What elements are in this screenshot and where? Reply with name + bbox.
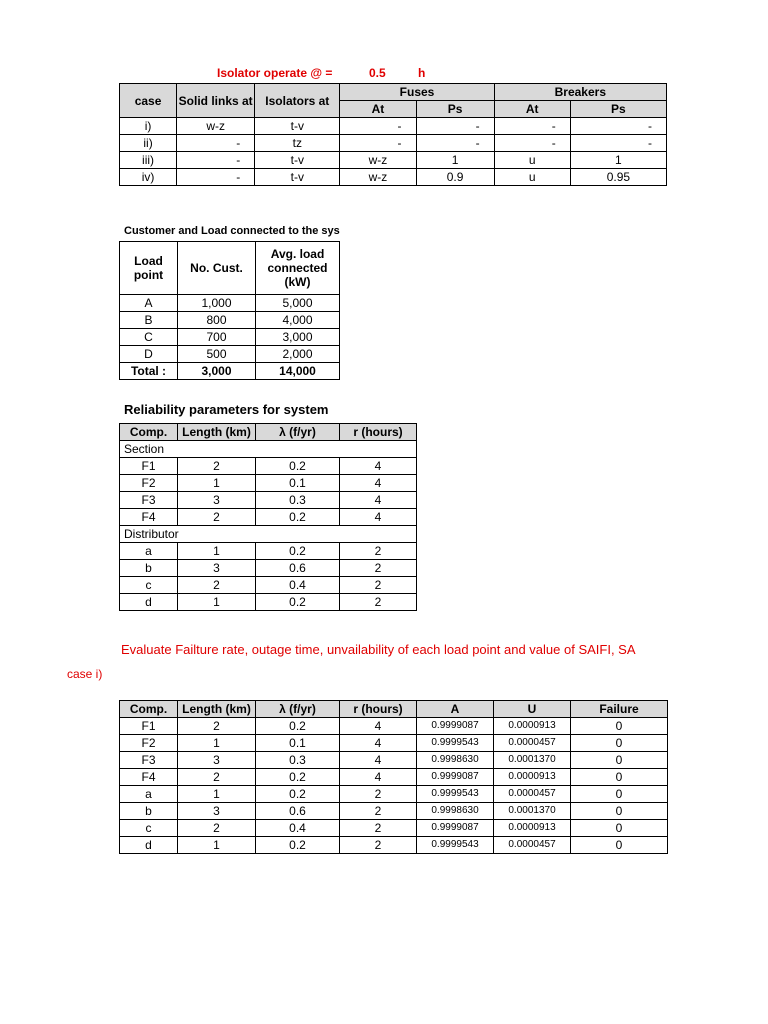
total-load: 14,000: [256, 363, 340, 380]
length-cell: 2: [178, 820, 256, 837]
breaker-at-cell: u: [494, 152, 570, 169]
table-row: [120, 769, 668, 786]
solid-cell: -: [177, 169, 255, 186]
failure-cell: 0: [571, 769, 668, 786]
header-a: A: [417, 701, 494, 718]
header-fuses-at: At: [340, 101, 416, 118]
table-row: [120, 577, 417, 594]
table-row: [120, 295, 340, 312]
length-cell: 2: [178, 458, 256, 475]
table-row: [120, 312, 340, 329]
comp-cell: F4: [120, 509, 178, 526]
a-cell: 0.9999543: [417, 837, 494, 854]
isolator-value: 0.5: [369, 66, 386, 80]
comp-cell: F3: [120, 752, 178, 769]
evaluate-instruction: Evaluate Failture rate, outage time, unvailability of each load point and value of SAIFI, SA: [121, 642, 636, 657]
length-cell: 1: [178, 786, 256, 803]
header-avg-load-line1: Avg. load: [270, 247, 325, 261]
r-cell: 4: [340, 492, 417, 509]
header-solid-links: Solid links at: [177, 84, 255, 118]
lambda-cell: 0.4: [256, 820, 340, 837]
table-row: [120, 735, 668, 752]
r-cell: 4: [340, 475, 417, 492]
table-row: [120, 329, 340, 346]
a-cell: 0.9999087: [417, 820, 494, 837]
header-avg-load: [256, 242, 340, 295]
table-row: [120, 837, 668, 854]
comp-cell: F4: [120, 769, 178, 786]
lambda-cell: 0.2: [256, 458, 340, 475]
comp-cell: c: [120, 577, 178, 594]
failure-cell: 0: [571, 837, 668, 854]
table-row: [120, 543, 417, 560]
comp-cell: F2: [120, 475, 178, 492]
header-fuses-ps: Ps: [416, 101, 494, 118]
table-row: [120, 594, 417, 611]
lambda-cell: 0.2: [256, 786, 340, 803]
length-cell: 3: [178, 560, 256, 577]
table-row: [120, 346, 340, 363]
lambda-cell: 0.2: [256, 769, 340, 786]
breaker-at-cell: -: [494, 118, 570, 135]
fuse-at-cell: w-z: [340, 152, 416, 169]
a-cell: 0.9999087: [417, 718, 494, 735]
comp-cell: a: [120, 786, 178, 803]
length-cell: 1: [178, 543, 256, 560]
failure-cell: 0: [571, 820, 668, 837]
load-cell: 2,000: [256, 346, 340, 363]
length-cell: 1: [178, 594, 256, 611]
header-avg-load-line3: (kW): [284, 275, 311, 289]
u-cell: 0.0000457: [494, 786, 571, 803]
load-cell: 4,000: [256, 312, 340, 329]
comp-cell: b: [120, 803, 178, 820]
cust-cell: 800: [178, 312, 256, 329]
r-cell: 4: [340, 458, 417, 475]
failure-cell: 0: [571, 803, 668, 820]
header-r: r (hours): [340, 701, 417, 718]
r-cell: 2: [340, 594, 417, 611]
header-u: U: [494, 701, 571, 718]
length-cell: 3: [178, 803, 256, 820]
table-row: [120, 752, 668, 769]
failure-cell: 0: [571, 786, 668, 803]
header-breakers: Breakers: [494, 84, 666, 101]
fuse-ps-cell: -: [416, 118, 494, 135]
header-fuses: Fuses: [340, 84, 494, 101]
lambda-cell: 0.6: [256, 560, 340, 577]
header-case: case: [120, 84, 177, 118]
lambda-cell: 0.2: [256, 543, 340, 560]
r-cell: 2: [340, 786, 417, 803]
comp-cell: b: [120, 560, 178, 577]
header-length: Length (km): [178, 424, 256, 441]
breaker-ps-cell: -: [570, 135, 666, 152]
total-cust: 3,000: [178, 363, 256, 380]
isolator-cell: t-v: [255, 118, 340, 135]
r-cell: 2: [340, 577, 417, 594]
fuse-at-cell: -: [340, 118, 416, 135]
comp-cell: F2: [120, 735, 178, 752]
isolator-cell: tz: [255, 135, 340, 152]
breaker-at-cell: -: [494, 135, 570, 152]
u-cell: 0.0000913: [494, 820, 571, 837]
header-failure: Failure: [571, 701, 668, 718]
r-cell: 4: [340, 718, 417, 735]
customer-table-caption: Customer and Load connected to the sys: [124, 225, 340, 237]
u-cell: 0.0000913: [494, 718, 571, 735]
length-cell: 2: [178, 577, 256, 594]
length-cell: 2: [178, 718, 256, 735]
table-row: [120, 718, 668, 735]
load-point-cell: A: [120, 295, 178, 312]
lambda-cell: 0.6: [256, 803, 340, 820]
breaker-ps-cell: 1: [570, 152, 666, 169]
r-cell: 4: [340, 509, 417, 526]
length-cell: 1: [178, 837, 256, 854]
header-lambda: λ (f/yr): [256, 701, 340, 718]
table-row: [120, 560, 417, 577]
table-row: [120, 509, 417, 526]
lambda-cell: 0.2: [256, 718, 340, 735]
header-avg-load-line2: connected: [267, 261, 328, 275]
isolator-label: Isolator operate @ =: [217, 66, 333, 80]
lambda-cell: 0.2: [256, 837, 340, 854]
header-length: Length (km): [178, 701, 256, 718]
header-no-cust: No. Cust.: [178, 242, 256, 295]
isolator-cell: t-v: [255, 152, 340, 169]
a-cell: 0.9999543: [417, 786, 494, 803]
u-cell: 0.0001370: [494, 752, 571, 769]
comp-cell: c: [120, 820, 178, 837]
u-cell: 0.0000457: [494, 735, 571, 752]
header-r: r (hours): [340, 424, 417, 441]
lambda-cell: 0.2: [256, 509, 340, 526]
reliability-table-caption: Reliability parameters for system: [124, 402, 329, 417]
lambda-cell: 0.3: [256, 752, 340, 769]
header-load-point-line1: Load: [134, 254, 163, 268]
load-cell: 3,000: [256, 329, 340, 346]
table-row: [120, 492, 417, 509]
header-load-point-line2: point: [133, 268, 164, 282]
comp-cell: F3: [120, 492, 178, 509]
a-cell: 0.9999543: [417, 735, 494, 752]
comp-cell: F1: [120, 718, 178, 735]
r-cell: 4: [340, 735, 417, 752]
total-row: [120, 363, 340, 380]
r-cell: 4: [340, 769, 417, 786]
reliability-table: [119, 423, 417, 611]
cust-cell: 1,000: [178, 295, 256, 312]
section-label: Section: [120, 441, 417, 458]
lambda-cell: 0.3: [256, 492, 340, 509]
lambda-cell: 0.2: [256, 594, 340, 611]
fuse-ps-cell: -: [416, 135, 494, 152]
total-label: Total :: [120, 363, 178, 380]
table-row: [120, 786, 668, 803]
length-cell: 2: [178, 769, 256, 786]
cust-cell: 500: [178, 346, 256, 363]
a-cell: 0.9998630: [417, 803, 494, 820]
r-cell: 2: [340, 560, 417, 577]
r-cell: 2: [340, 803, 417, 820]
fuse-ps-cell: 1: [416, 152, 494, 169]
breaker-ps-cell: 0.95: [570, 169, 666, 186]
load-cell: 5,000: [256, 295, 340, 312]
failure-cell: 0: [571, 735, 668, 752]
header-isolators: Isolators at: [255, 84, 340, 118]
header-comp: Comp.: [120, 424, 178, 441]
length-cell: 1: [178, 735, 256, 752]
table-row: [120, 118, 667, 135]
case-cell: i): [120, 118, 177, 135]
case-cell: iv): [120, 169, 177, 186]
fuse-at-cell: -: [340, 135, 416, 152]
header-breakers-ps: Ps: [570, 101, 666, 118]
length-cell: 3: [178, 492, 256, 509]
lambda-cell: 0.1: [256, 475, 340, 492]
u-cell: 0.0001370: [494, 803, 571, 820]
isolator-unit: h: [418, 66, 426, 80]
u-cell: 0.0000457: [494, 837, 571, 854]
case-cell: iii): [120, 152, 177, 169]
comp-cell: a: [120, 543, 178, 560]
solid-cell: -: [177, 135, 255, 152]
length-cell: 2: [178, 509, 256, 526]
a-cell: 0.9999087: [417, 769, 494, 786]
cust-cell: 700: [178, 329, 256, 346]
case-i-label: case i): [67, 667, 103, 681]
table-row: [120, 135, 667, 152]
table-row: [120, 475, 417, 492]
lambda-cell: 0.4: [256, 577, 340, 594]
solid-cell: w-z: [177, 118, 255, 135]
header-breakers-at: At: [494, 101, 570, 118]
table-row: [120, 458, 417, 475]
fuse-at-cell: w-z: [340, 169, 416, 186]
header-load-point: [120, 242, 178, 295]
load-point-cell: C: [120, 329, 178, 346]
comp-cell: d: [120, 837, 178, 854]
cases-table: [119, 83, 667, 186]
customer-table: [119, 241, 340, 380]
fuse-ps-cell: 0.9: [416, 169, 494, 186]
failure-cell: 0: [571, 718, 668, 735]
distributor-label: Distributor: [120, 526, 417, 543]
case-cell: ii): [120, 135, 177, 152]
r-cell: 4: [340, 752, 417, 769]
load-point-cell: B: [120, 312, 178, 329]
load-point-cell: D: [120, 346, 178, 363]
r-cell: 2: [340, 543, 417, 560]
breaker-at-cell: u: [494, 169, 570, 186]
comp-cell: d: [120, 594, 178, 611]
u-cell: 0.0000913: [494, 769, 571, 786]
a-cell: 0.9998630: [417, 752, 494, 769]
header-lambda: λ (f/yr): [256, 424, 340, 441]
r-cell: 2: [340, 837, 417, 854]
solid-cell: -: [177, 152, 255, 169]
table-row: [120, 803, 668, 820]
failure-cell: 0: [571, 752, 668, 769]
table-row: [120, 820, 668, 837]
case-i-table: [119, 700, 668, 854]
comp-cell: F1: [120, 458, 178, 475]
length-cell: 1: [178, 475, 256, 492]
table-row: [120, 152, 667, 169]
header-comp: Comp.: [120, 701, 178, 718]
lambda-cell: 0.1: [256, 735, 340, 752]
breaker-ps-cell: -: [570, 118, 666, 135]
isolator-cell: t-v: [255, 169, 340, 186]
r-cell: 2: [340, 820, 417, 837]
length-cell: 3: [178, 752, 256, 769]
table-row: [120, 169, 667, 186]
